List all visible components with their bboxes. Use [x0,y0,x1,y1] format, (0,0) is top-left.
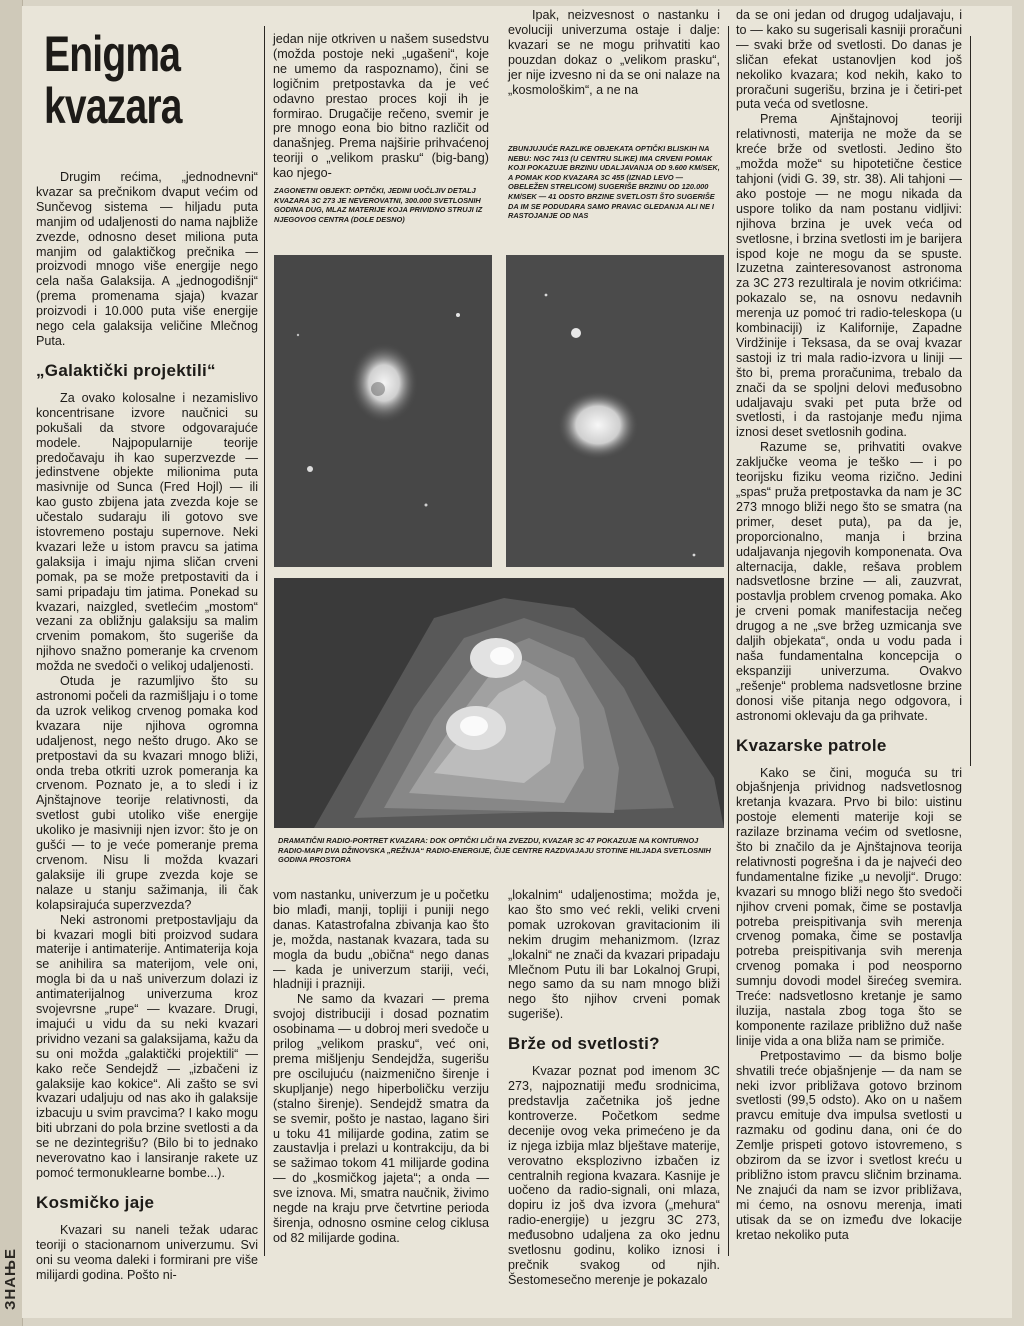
column-3-top [508,8,720,97]
right-margin-rule [970,36,971,766]
column-2-bottom [273,888,489,1246]
paragraph: da se oni jedan od drugog udaljavaju, i to — kako su sugerisali kasniji proračuni — svaki brže od svetlosti. Do danas je sličan efekat ustanovljen kod još nekoliko kvazara; kod nekih, kako to proračuni sugerišu, brzina je i četiri-pet puta veća od svetlosne. [736,8,962,112]
column-2-top [273,32,489,181]
column-rule [264,26,265,1256]
heading-galakticki-projektili: „Galaktički projektili“ [36,360,216,380]
heading-brze-od-svetlosti: Brže od svetlosti? [508,1034,660,1054]
paragraph: Kako se čini, moguća su tri objašnjenja prividnog nadsvetlosnog kretanja kvazara. Prvo bi bilo: uistinu postoje elementi materije koji se razilaze brzinama većim od svetlosne, što bi značilo da je Ajnštajnova teorija relativnosti pogrešna i da je najveći deo fundamentalne fizike „u nevolji“. Drugo: kvazari su mnogo bliži nego što svedoči njihov crveni pomak, čime se postavlja potreba preispitivanja svih merenja crvenog pomaka, čime se postavlja potreba preispitivanja svih merenja crvenog pomaka i pod neosporno sumnju dovodi model širećeg svemira. Treće: nadsvetlosno kretanje je samo iluzija, nastala zbog toga što se komponente razilaze približno duž naše linije vida a ona bliža nam se primiče. [736,765,962,1048]
paragraph: Za ovako kolosalne i nezamislivo koncentrisane izvore naučnici su pokušali da stvore odgovarajuće modele. Najpopularnije teorije predočavaju ih kao superzvezde — jedinstvene objekte milionima puta masivnije od Sunca (Fred Hojl) — ili kao gusto zbijena jata zvezda koje se učestalo sudaraju ili gotovo sve istovremeno postaju supernove. Neki kvazari leže u istom pravcu sa jatima galaksija i imaju njima sličan crveni pomak, pa se može pretpostaviti da i sami pripadaju tim jatima. Ponekad su kvazari, naizgled, svetlećim „mostom“ vezani za obližnju galaksiju sa malim crvenim pomakom, što sugeriše da njihovo snažno pomeranje ka crvenom možda ne svedoči o velikoj udaljenosti. [36,390,258,674]
caption-right-photo: ZBUNJUJUĆE RAZLIKE OBJEKATA OPTIČKI BLISKIH NA NEBU: NGC 7413 (U CENTRU SLIKE) IMA CRVENI POMAK KOJI POKAZUJE BRZINU UDALJAVANJA OD 9.600 KM/SEK, A POMAK KOD KVAZARA 3C 455 (IZNAD LEVO — OBELEŽEN STRELICOM) SUGERIŠE BRZINU OD 120.000 KM/SEK — 41 ODSTO BRZINE SVETLOSTI ŠTO SUGERIŠE DA IM SE PODUDARA SAMO PRAVAC GLEDANJA ALI NE I RASTOJANJE OD NAS [508,144,720,221]
magazine-page [22,6,1012,1318]
heading-kosmicko-jaje: Kosmičko jaje [36,1192,155,1212]
title-line-2: kvazara [44,78,182,134]
spine-text: ЗНАЊЕ [2,1247,19,1310]
page-edge [0,0,23,1326]
column-rule [728,26,729,1256]
paragraph: vom nastanku, univerzum je u početku bio mlađi, manji, topliji i puniji nego danas. Katastrofalna zbivanja kao što je, možda, nastanak kvazara, tada su mogla da budu „obična“ nego danas — kada je univerzum stariji, veći, hladniji i prazniji. [273,888,489,992]
paragraph: Ipak, neizvesnost o nastanku i evoluciji univerzuma ostaje i dalje: kvazari se ne mogu prihvatiti kao pouzdan dokaz o „velikom prasku“, jer nije izvesno ni da se oni nalaze na „kosmološkim“, a ne na [508,8,720,97]
paragraph: jedan nije otkriven u našem susedstvu (možda postoje neki „ugašeni“, koje ne umemo da raspoznamo), čini se logičnim pretpostavka da je već odavno prestao proces koji ih je formirao. Drugačije rečeno, svemir je pre mnogo eona bio bitno različit od današnjeg. Prema najširie prihvaćenoj teoriji o „velikom prasku“ (big-bang) kao njego- [273,32,489,181]
radio-contour-map-3c47 [274,578,724,828]
paragraph: Razume se, prihvatiti ovakve zaključke veoma je teško — i po teorijsku fiziku veoma rizično. Jedini „spas“ pruža pretpostavka da nam je 3C 273 mnogo bliži nego što se smatra (na primer, deset puta), pa da je, proporcionalno, manja i brzina udaljavanja njegovih komponenata. Ova alternacija, dakle, rešava problem nadsvetlosne brzine — ali, zauzvrat, postavlja problem crvenog pomaka. Ako je crveni pomak manifestacija nečeg drugog a ne „sve bržeg uzmicanja sve daljih objekata“, onda u vodu pada i naša fundamentalna koncepcija o ekspanziji univerzuma. Ovakvo „rešenje“ problema nadsvetlosne brzine donosi više pitanja nego odgovora, i astronomi oklevaju da ga prihvate. [736,440,962,723]
paragraph: Pretpostavimo — da bismo bolje shvatili treće objašnjenje — da nam se neki izvor približava gotovo brzinom svetlosti (99,5 odsto). Ako on u našem pravcu emituje dva impulsa svetlosti u razmaku od godinu dana, oni će do Zemlje prispeti gotovo istovremeno, s obzirom da se izvor i svetlost kreću u približno istom pravcu sličnim brzinama. Ne znajući da nam se izvor približava, mi ćemo, na osnovu merenja, imati utisak da se on između dve lokacije kretao nekoliko puta [736,1048,962,1242]
paragraph: Ne samo da kvazari — prema svojoj distribuciji i dosad poznatim osobinama — u dobroj meri svedoče u prilog „velikom prasku“, već oni, prema mišljenju Sendejdža, sugerišu pre oscilujuću (naizmenično širenje i skupljanje) nego hiperboličku verziju (stalno širenje). Sendejdž smatra da se svemir, pošto je nastao, lagano širi u toku 41 milijarde godina, zatim se zaustavlja i prelazi u kontrakciju, da bi se sažimao tokom 41 milijarde godina — do „kosmičkog jajeta“; a onda — sve iznova. Mi, smatra naučnik, živimo negde na kraju prve četvrtine perioda širenja, odnosno osmine celog ciklusa od 82 milijarde godina. [273,992,489,1245]
paragraph: „lokalnim“ udaljenostima; možda je, kao što smo već rekli, veliki crveni pomak uzrokovan gravitacionim ili nekim drugim mehanizmom. (Izraz „lokalni“ ne znači da kvazari pripadaju Mlečnom Putu ili bar Lokalnoj Grupi, nego samo da su nam mnogo bliži nego što njihov crveni pomak sugeriše). [508,888,720,1022]
paragraph: Kvazar poznat pod imenom 3C 273, najpoznatiji među srodnicima, predstavlja začetnika još jedne kontroverze. Početkom sedme decenije ovog veka primećeno je da iz njega izbija mlaz blještave materije, verovatno eksplozivno izbačen iz centralnih regiona kvazara. Kasnije je uočeno da radio-signali, oni mlaza, dopiru iz još dva izvora („mehura“ radio-energije) u jezgru 3C 273, međusobno udaljena za oko jednu svetlosnu godinu, koliko iznosi i prečnik svakog od njih. Šestomesečno merenje je pokazalo [508,1064,720,1287]
heading-kvazarske-patrole: Kvazarske patrole [736,735,887,755]
article-title [44,28,211,132]
column-1 [36,6,258,1283]
title-line-1: Enigma [44,26,181,82]
caption-radio-map: DRAMATIČNI RADIO-PORTRET KVAZARA: DOK OPTIČKI LIČI NA ZVEZDU, KVAZAR 3C 47 POKAZUJE NA KONTURNOJ RADIO-MAPI DVA DŽINOVSKA „REŽNJA“ RADIO-ENERGIJE, ČIJE CENTRE RAZDVAJAJU STOTINE HILJADA SVETLOSNIH GODINA PROSTORA [278,836,711,865]
photo-ngc7413 [506,255,724,567]
column-3-bottom [508,888,720,1288]
caption-left-photo: ZAGONETNI OBJEKT: OPTIČKI, JEDINI UOČLJIV DETALJ KVAZARA 3C 273 JE NEVEROVATNI, 300.000 SVETLOSNIH GODINA DUG, MLAZ MATERIJE KOJA PRIVIDNO STRUJI IZ NJEGOVOG CENTRA (DOLE DESNO) [274,186,483,224]
photo-quasar-3c273 [274,255,492,567]
paragraph: Neki astronomi pretpostavljaju da bi kvazari mogli biti proizvod sudara materije i antimaterije. Antimaterija koja se anihilira sa materijom, vele oni, mogla bi da u naš univerzum dolazi iz antimaterijalnog univerzuma kroz svojevrsne „rupe“ — kvazare. Drugi, imajući u vidu da su neki kvazari prividno vezani sa galaksijama, kažu da su oni možda „galaktički projektili“ — kako reče Sendejdž — „izbačeni iz galaksije kao kokice“. Ali zašto se svi kvazari udaljuju od nas ako ih galaksije izbacuju u svim pravcima? I kako mogu biti ubrzani do pola brzine svetlosti a da se ne dezintegrišu? (Bilo bi to jednako neverovatno kao i lansiranje rakete uz pomoć termonuklearne bombe...). [36,912,258,1180]
paragraph: Kvazari su naneli težak udarac teoriji o stacionarnom univerzumu. Svi oni su veoma daleki i formirani pre više milijardi godina. Pošto ni- [36,1222,258,1282]
intro-paragraph: Drugim rećima, „jednodnevni“ kvazar sa prečnikom dvaput većim od Sunčevog sistema — hiljadu puta manjim od udaljenosti do nama najbliže zvezde, odnosno deset miliona puta manjim od galaktičkog prečnika — proizvodi mnogo više energije nego cela naša Galaksija. A „jednogodišnji“ (prema promenama sjaja) kvazar proizvodi i 10.000 puta više energije nego cela galaksija veličine Mlečnog Puta. [36,170,258,348]
paragraph: Otuda je razumljivo što su astronomi počeli da razmišljaju i o tome da uzrok velikog crvenog pomaka kod kvazara nije njihova ogromna udaljenost, nego nešto drugo. Ako se pretpostavi da su kvazari mnogo bliži, onda treba otkriti uzrok pomeranja ka crvenom. Poznato je, a to sledi i iz Ajnštajnove teorije relativnosti, da svetlost gubi utoliko više energije ukoliko je masivniji njen izvor: što je on gušći — to je veće pomeranje prema crvenom. Nisu li možda kvazari galaksije ili grupe zvezda koje se nalaze u stanju sažimanja, ili čak kolapsirajuća superzvezda? [36,674,258,912]
column-4 [736,8,962,1243]
paragraph: Prema Ajnštajnovoj teoriji relativnosti, materija ne može da se kreće brže od svetlosti. Jedino što „možda može“ su hipotetične čestice tahjoni (vidi G. 39, str. 38). Ali tahjoni — ako postoje — ne mogu nikada da uspore toliko da nam postanu vidljivi: njihova brzina je uvek veća od svetlosne, i brzina svetlosti im je barijera ispod koje ne mogu da se spuste. Izuzetna zainteresovanost astronoma za 3C 273 rezultirala je novim otkrićima: pokazalo se, na osnovu nedavnih merenja uz pomoć tri radio-teleskopa (u kombinaciji) iz Kalifornije, Zapadne Virdžinije i Teksasa, da se ovaj kvazar sastoji iz tri mala radio-izvora u liniji — što bi, prema proračunima, trebalo da znači da se spoljni delovi međusobno udaljavaju svaki pet puta brže od svetlosti, i da rastojanje među njima iznosi deset svetlosnih godina. [736,112,962,440]
